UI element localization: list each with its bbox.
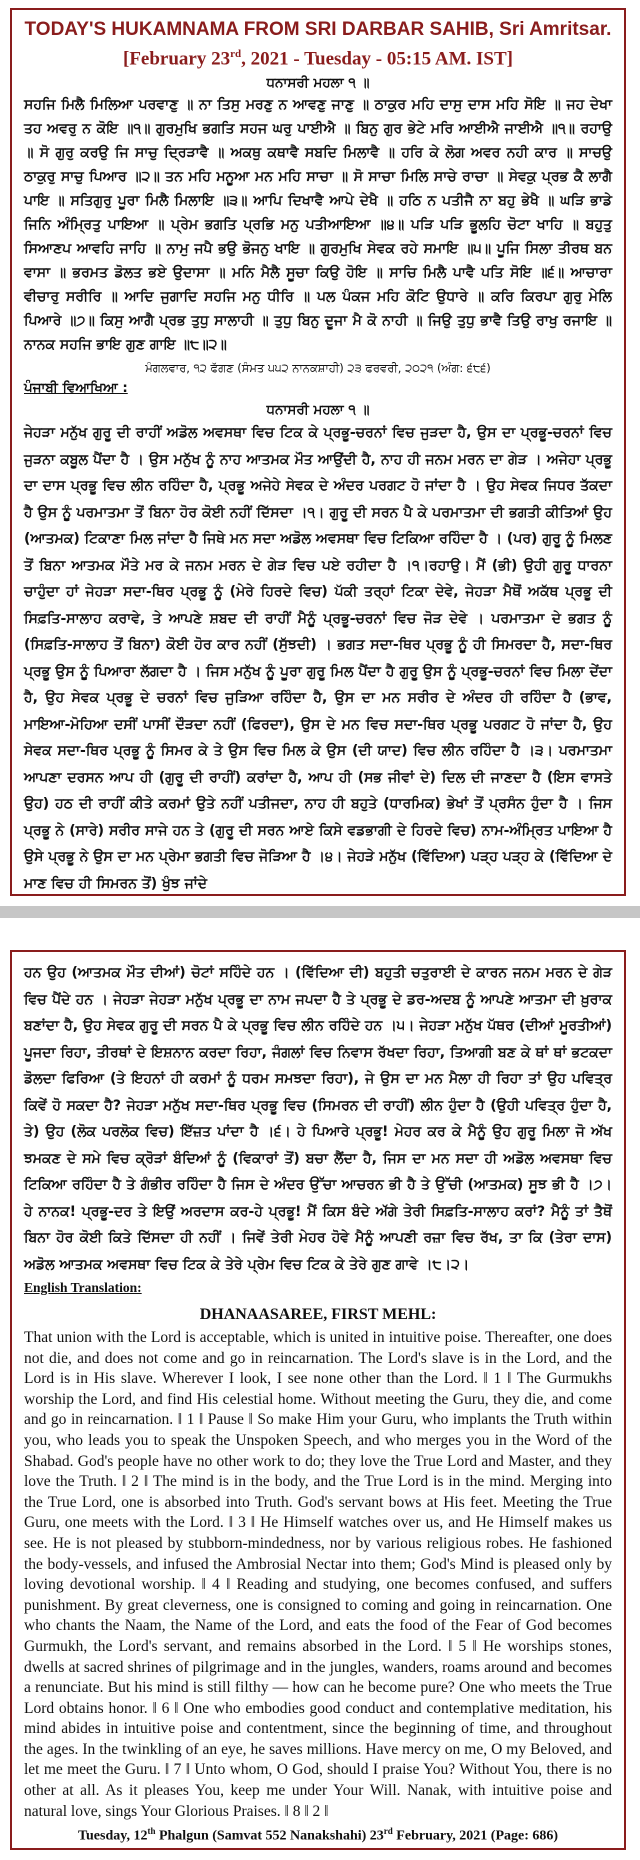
page-title: TODAY'S HUKAMNAMA FROM SRI DARBAR SAHIB, Sri Amritsar. (24, 19, 612, 40)
en-date-prefix: Tuesday, 12 (77, 1828, 148, 1844)
english-translation-text: That union with the Lord is acceptable, which is united in intuitive poise. Thereafter, one does not die, and does not come and go in reincarnation. The Lord's slave is in the Lord, and the Lord is in His slave. Wherever I look, I see none other than the Lord. ‖ 1 ‖ The Gurmukhs worship the Lord, and find His celestial home. Without meeting the Guru, they die, and come and go in reincarnation. ‖ 1 ‖ Pause ‖ So make Him your Guru, who implants the Truth within you, who leads you to speak the Unspoken Speech, and who merges you in the Word of the Shabad. God's people have no other work to do; they love the True Lord and Master, and they love the Truth. ‖ 2 ‖ The mind is in the body, and the True Lord is in the mind. Merging into the True Lord, one is absorbed into Truth. God's servant bows at His feet. Meeting the True Guru, one meets with the Lord. ‖ 3 ‖ He Himself watches over us, and He Himself makes us see. He is not pleased by stubborn-mindedness, nor by various religious robes. He fashioned the body-vessels, and infused the Ambrosial Nectar into them; God's Mind is pleased only by loving devotional worship. ‖ 4 ‖ Reading and studying, one becomes confused, and suffers punishment. By great cleverness, one is consigned to coming and going in reincarnation. One who chants the Naam, the Name of the Lord, and eats the food of the Fear of God becomes Gurmukh, the Lord's servant, and remains absorbed in the Lord. ‖ 5 ‖ He worships stones, dwells at sacred shrines of pilgrimage and in the jungles, wanders, roams around and becomes a renunciate. But his mind is still filthy — how can he become pure? One who meets the True Lord obtains honor. ‖ 6 ‖ One who embodies good conduct and contemplative meditation, his mind abides in intuitive poise and contentment, since the beginning of time, and throughout the ages. In the twinkling of an eye, he saves millions. Have mercy on me, O my Beloved, and let me meet the Guru. ‖ 7 ‖ Unto whom, O God, should I praise You? Without You, there is no other at all. As it pleases You, keep me under Your Will. Nanak, with intuitive poise and natural love, sings Your Glorious Praises. ‖ 8 ‖ 2 ‖ (24, 1329, 612, 1820)
shabad-text: ਸਹਜਿ ਮਿਲੈ ਮਿਲਿਆ ਪਰਵਾਣੁ ॥ ਨਾ ਤਿਸੁ ਮਰਣੁ ਨ ਆਵਣੁ ਜਾਣੁ ॥ ਠਾਕੁਰ ਮਹਿ ਦਾਸੁ ਦਾਸ ਮਹਿ ਸੋਇ ॥ ਜਹ ਦੇਖਾ ਤਹ ਅਵਰੁ ਨ ਕੋਇ ॥੧॥ ਗੁਰਮੁਖਿ ਭਗਤਿ ਸਹਜ ਘਰੁ ਪਾਈਐ ॥ ਬਿਨੁ ਗੁਰ ਭੇਟੇ ਮਰਿ ਆਈਐ ਜਾਈਐ ॥੧॥ ਰਹਾਉ ॥ ਸੋ ਗੁਰੁ ਕਰਉ ਜਿ ਸਾਚੁ ਦ੍ਰਿੜਾਵੈ ॥ ਅਕਥੁ ਕਥਾਵੈ ਸਬਦਿ ਮਿਲਾਵੈ ॥ ਹਰਿ ਕੇ ਲੋਗ ਅਵਰ ਨਹੀ ਕਾਰ ॥ ਸਾਚਉ ਠਾਕੁਰੁ ਸਾਚੁ ਪਿਆਰ ॥੨॥ ਤਨ ਮਹਿ ਮਨੂਆ ਮਨ ਮਹਿ ਸਾਚਾ ॥ ਸੋ ਸਾਚਾ ਮਿਲਿ ਸਾਚੇ ਰਾਚਾ ॥ ਸੇਵਕੁ ਪ੍ਰਭ ਕੈ ਲਾਗੈ ਪਾਇ ॥ ਸਤਿਗੁਰੁ ਪੂਰਾ ਮਿਲੈ ਮਿਲਾਇ ॥੩॥ ਆਪਿ ਦਿਖਾਵੈ ਆਪੇ ਦੇਖੈ ॥ ਹਠਿ ਨ ਪਤੀਜੈ ਨਾ ਬਹੁ ਭੇਖੈ ॥ ਘੜਿ ਭਾਡੇ ਜਿਨਿ ਅੰਮ੍ਰਿਤੁ ਪਾਇਆ ॥ ਪ੍ਰੇਮ ਭਗਤਿ ਪ੍ਰਭਿ ਮਨੁ ਪਤੀਆਇਆ ॥੪॥ ਪੜਿ ਪੜਿ ਭੂਲਹਿ ਚੋਟਾ ਖਾਹਿ ॥ ਬਹੁਤੁ ਸਿਆਣਪ ਆਵਹਿ ਜਾਹਿ ॥ ਨਾਮੁ ਜਪੈ ਭਉ ਭੋਜਨੁ ਖਾਇ ॥ ਗੁਰਮੁਖਿ ਸੇਵਕ ਰਹੇ ਸਮਾਇ ॥੫॥ ਪੂਜਿ ਸਿਲਾ ਤੀਰਥ ਬਨ ਵਾਸਾ ॥ ਭਰਮਤ ਡੋਲਤ ਭਏ ਉਦਾਸਾ ॥ ਮਨਿ ਮੈਲੈ ਸੂਚਾ ਕਿਉ ਹੋਇ ॥ ਸਾਚਿ ਮਿਲੈ ਪਾਵੈ ਪਤਿ ਸੋਇ ॥੬॥ ਆਚਾਰਾ ਵੀਚਾਰੁ ਸਰੀਰਿ ॥ ਆਦਿ ਜੁਗਾਦਿ ਸਹਜਿ ਮਨੁ ਧੀਰਿ ॥ ਪਲ ਪੰਕਜ ਮਹਿ ਕੋਟਿ ਉਧਾਰੇ ॥ ਕਰਿ ਕਿਰਪਾ ਗੁਰੁ ਮੇਲਿ ਪਿਆਰੇ ॥੭॥ ਕਿਸੁ ਆਗੈ ਪ੍ਰਭ ਤੁਧੁ ਸਾਲਾਹੀ ॥ ਤੁਧੁ ਬਿਨੁ ਦੂਜਾ ਮੈ ਕੋ ਨਾਹੀ ॥ ਜਿਉ ਤੁਧੁ ਭਾਵੈ ਤਿਉ ਰਾਖੁ ਰਜਾਇ ॥ ਨਾਨਕ ਸਹਜਿ ਭਾਇ ਗੁਣ ਗਾਇ ॥੮॥੨॥ (24, 97, 612, 354)
english-translation-label: English Translation: (24, 1280, 142, 1295)
panel-separator (0, 906, 640, 918)
vyakhya-text-part2: ਹਨ ਉਹ (ਆਤਮਕ ਮੌਤ ਦੀਆਂ) ਚੋਟਾਂ ਸਹਿੰਦੇ ਹਨ । (ਵਿੱਦਿਆ ਦੀ) ਬਹੁਤੀ ਚਤੁਰਾਈ ਦੇ ਕਾਰਨ ਜਨਮ ਮਰਨ ਦੇ ਗੇੜ ਵਿਚ ਪੈਂਦੇ ਹਨ । ਜੇਹੜਾ ਜੇਹੜਾ ਮਨੁੱਖ ਪ੍ਰਭੂ ਦਾ ਨਾਮ ਜਪਦਾ ਹੈ ਤੇ ਪ੍ਰਭੂ ਦੇ ਡਰ-ਅਦਬ ਨੂੰ ਆਪਣੇ ਆਤਮਾ ਦੀ ਖ਼ੁਰਾਕ ਬਣਾਂਦਾ ਹੈ, ਉਹ ਸੇਵਕ ਗੁਰੂ ਦੀ ਸਰਨ ਪੈ ਕੇ ਪ੍ਰਭੂ ਵਿਚ ਲੀਨ ਰਹਿੰਦੇ ਹਨ ।੫। ਜੇਹੜਾ ਮਨੁੱਖ ਪੱਥਰ (ਦੀਆਂ ਮੂਰਤੀਆਂ) ਪੂਜਦਾ ਰਿਹਾ, ਤੀਰਥਾਂ ਦੇ ਇਸ਼ਨਾਨ ਕਰਦਾ ਰਿਹਾ, ਜੰਗਲਾਂ ਵਿਚ ਨਿਵਾਸ ਰੱਖਦਾ ਰਿਹਾ, ਤਿਆਗੀ ਬਣ ਕੇ ਥਾਂ ਥਾਂ ਭਟਕਦਾ ਡੋਲਦਾ ਫਿਰਿਆ (ਤੇ ਇਹਨਾਂ ਹੀ ਕਰਮਾਂ ਨੂੰ ਧਰਮ ਸਮਝਦਾ ਰਿਹਾ), ਜੇ ਉਸ ਦਾ ਮਨ ਮੈਲਾ ਹੀ ਰਿਹਾ ਤਾਂ ਉਹ ਪਵਿਤ੍ਰ ਕਿਵੇਂ ਹੋ ਸਕਦਾ ਹੈ? ਜੇਹੜਾ ਮਨੁੱਖ ਸਦਾ-ਥਿਰ ਪ੍ਰਭੂ ਵਿਚ (ਸਿਮਰਨ ਦੀ ਰਾਹੀਂ) ਲੀਨ ਹੁੰਦਾ ਹੈ (ਉਹੀ ਪਵਿਤ੍ਰ ਹੁੰਦਾ ਹੈ, ਤੇ) ਉਹ (ਲੋਕ ਪਰਲੋਕ ਵਿਚ) ਇੱਜ਼ਤ ਪਾਂਦਾ ਹੈ ।੬। ਹੇ ਪਿਆਰੇ ਪ੍ਰਭੂ! ਮੇਹਰ ਕਰ ਕੇ ਮੈਨੂੰ ਉਹ ਗੁਰੂ ਮਿਲਾ ਜੋ ਅੱਖ ਝਮਕਣ ਦੇ ਸਮੇ ਵਿਚ ਕ੍ਰੋੜਾਂ ਬੰਦਿਆਂ ਨੂੰ (ਵਿਕਾਰਾਂ ਤੋਂ) ਬਚਾ ਲੈਂਦਾ ਹੈ, ਜਿਸ ਦਾ ਮਨ ਸਦਾ ਹੀ ਅਡੋਲ ਅਵਸਥਾ ਵਿਚ ਟਿਕਿਆ ਰਹਿੰਦਾ ਹੈ ਤੇ ਗੰਭੀਰ ਰਹਿੰਦਾ ਹੈ ਜਿਸ ਦੇ ਅੰਦਰ ਉੱਚਾ ਆਚਰਨ ਭੀ ਹੈ ਤੇ ਉੱਚੀ (ਆਤਮਕ) ਸੂਝ ਭੀ ਹੈ ।੭। ਹੇ ਨਾਨਕ! ਪ੍ਰਭੂ-ਦਰ ਤੇ ਇਉਂ ਅਰਦਾਸ ਕਰ-ਹੇ ਪ੍ਰਭੂ! ਮੈਂ ਕਿਸ ਬੰਦੇ ਅੱਗੇ ਤੇਰੀ ਸਿਫ਼ਤਿ-ਸਾਲਾਹ ਕਰਾਂ? ਮੈਨੂੰ ਤਾਂ ਤੈਥੋਂ ਬਿਨਾ ਹੋਰ ਕੋਈ ਕਿਤੇ ਦਿੱਸਦਾ ਹੀ ਨਹੀਂ । ਜਿਵੇਂ ਤੇਰੀ ਮੇਹਰ ਹੋਵੇ ਮੈਨੂੰ ਆਪਣੀ ਰਜ਼ਾ ਵਿਚ ਰੱਖ, ਤਾ ਕਿ (ਤੇਰਾ ਦਾਸ) ਅਡੋਲ ਆਤਮਕ ਅਵਸਥਾ ਵਿਚ ਟਿਕ ਕੇ ਤੇਰੇ ਪ੍ਰੇਮ ਵਿਚ ਟਿਕ ਕੇ ਤੇਰੇ ਗੁਣ ਗਾਵੇ ।੮।੨। (24, 965, 612, 1273)
vyakhya-text-part1: ਜੇਹੜਾ ਮਨੁੱਖ ਗੁਰੂ ਦੀ ਰਾਹੀਂ ਅਡੋਲ ਅਵਸਥਾ ਵਿਚ ਟਿਕ ਕੇ ਪ੍ਰਭੂ-ਚਰਨਾਂ ਵਿਚ ਜੁੜਦਾ ਹੈ, ਉਸ ਦਾ ਪ੍ਰਭੂ-ਚਰਨਾਂ ਵਿਚ ਜੁੜਨਾ ਕਬੂਲ ਪੈਂਦਾ ਹੈ । ਉਸ ਮਨੁੱਖ ਨੂੰ ਨਾਹ ਆਤਮਕ ਮੌਤ ਆਉਂਦੀ ਹੈ, ਨਾਹ ਹੀ ਜਨਮ ਮਰਨ ਦਾ ਗੇੜ । ਅਜੇਹਾ ਪ੍ਰਭੂ ਦਾ ਦਾਸ ਪ੍ਰਭੂ ਵਿਚ ਲੀਨ ਰਹਿੰਦਾ ਹੈ, ਪ੍ਰਭੂ ਅਜੇਹੇ ਸੇਵਕ ਦੇ ਅੰਦਰ ਪਰਗਟ ਹੋ ਜਾਂਦਾ ਹੈ । ਉਹ ਸੇਵਕ ਜਿਧਰ ਤੱਕਦਾ ਹੈ ਉਸ ਨੂੰ ਪਰਮਾਤਮਾ ਤੋਂ ਬਿਨਾ ਹੋਰ ਕੋਈ ਨਹੀਂ ਦਿੱਸਦਾ ।੧। ਗੁਰੂ ਦੀ ਸਰਨ ਪੈ ਕੇ ਪਰਮਾਤਮਾ ਦੀ ਭਗਤੀ ਕੀਤਿਆਂ ਉਹ (ਆਤਮਕ) ਟਿਕਾਣਾ ਮਿਲ ਜਾਂਦਾ ਹੈ ਜਿਥੇ ਮਨ ਸਦਾ ਅਡੋਲ ਅਵਸਥਾ ਵਿਚ ਟਿਕਿਆ ਰਹਿੰਦਾ ਹੈ । (ਪਰ) ਗੁਰੂ ਨੂੰ ਮਿਲਣ ਤੋਂ ਬਿਨਾ ਆਤਮਕ ਮੌਤੇ ਮਰ ਕੇ ਜਨਮ ਮਰਨ ਦੇ ਗੇੜ ਵਿਚ ਪਏ ਰਹੀਦਾ ਹੈ ।੧।ਰਹਾਉ। ਮੈਂ (ਭੀ) ਉਹੀ ਗੁਰੂ ਧਾਰਨਾ ਚਾਹੁੰਦਾ ਹਾਂ ਜੇਹੜਾ ਸਦਾ-ਥਿਰ ਪ੍ਰਭੂ ਨੂੰ (ਮੇਰੇ ਹਿਰਦੇ ਵਿਚ) ਪੱਕੀ ਤਰ੍ਹਾਂ ਟਿਕਾ ਦੇਵੇ, ਜੇਹੜਾ ਮੈਥੋਂ ਅਕੱਥ ਪ੍ਰਭੂ ਦੀ ਸਿਫ਼ਤਿ-ਸਾਲਾਹ ਕਰਾਵੇ, ਤੇ ਆਪਣੇ ਸ਼ਬਦ ਦੀ ਰਾਹੀਂ ਮੈਨੂੰ ਪ੍ਰਭੂ-ਚਰਨਾਂ ਵਿਚ ਜੋੜ ਦੇਵੇ । ਪਰਮਾਤਮਾ ਦੇ ਭਗਤ ਨੂੰ (ਸਿਫ਼ਤਿ-ਸਾਲਾਹ ਤੋਂ ਬਿਨਾ) ਕੋਈ ਹੋਰ ਕਾਰ ਨਹੀਂ (ਸੁੱਝਦੀ) । ਭਗਤ ਸਦਾ-ਥਿਰ ਪ੍ਰਭੂ ਨੂੰ ਹੀ ਸਿਮਰਦਾ ਹੈ, ਸਦਾ-ਥਿਰ ਪ੍ਰਭੂ ਉਸ ਨੂੰ ਪਿਆਰਾ ਲੱਗਦਾ ਹੈ । ਜਿਸ ਮਨੁੱਖ ਨੂੰ ਪੂਰਾ ਗੁਰੂ ਮਿਲ ਪੈਂਦਾ ਹੈ ਗੁਰੂ ਉਸ ਨੂੰ ਪ੍ਰਭੂ-ਚਰਨਾਂ ਵਿਚ ਮਿਲਾ ਦੇਂਦਾ ਹੈ, ਉਹ ਸੇਵਕ ਪ੍ਰਭੂ ਦੇ ਚਰਨਾਂ ਵਿਚ ਜੁੜਿਆ ਰਹਿੰਦਾ ਹੈ, ਉਸ ਦਾ ਮਨ ਸਰੀਰ ਦੇ ਅੰਦਰ ਹੀ ਰਹਿੰਦਾ ਹੈ (ਭਾਵ, ਮਾਇਆ-ਮੋਹਿਆ ਦਸੀਂ ਪਾਸੀਂ ਦੌੜਦਾ ਨਹੀਂ (ਫਿਰਦਾ), ਉਸ ਦੇ ਮਨ ਵਿਚ ਸਦਾ-ਥਿਰ ਪ੍ਰਭੂ ਪਰਗਟ ਹੋ ਜਾਂਦਾ ਹੈ, ਉਹ ਸੇਵਕ ਸਦਾ-ਥਿਰ ਪ੍ਰਭੂ ਨੂੰ ਸਿਮਰ ਕੇ ਤੇ ਉਸ ਵਿਚ ਮਿਲ ਕੇ ਉਸ (ਦੀ ਯਾਦ) ਵਿਚ ਲੀਨ ਰਹਿੰਦਾ ਹੈ ।੩। ਪਰਮਾਤਮਾ ਆਪਣਾ ਦਰਸਨ ਆਪ ਹੀ (ਗੁਰੂ ਦੀ ਰਾਹੀਂ) ਕਰਾਂਦਾ ਹੈ, ਆਪ ਹੀ (ਸਭ ਜੀਵਾਂ ਦੇ) ਦਿਲ ਦੀ ਜਾਣਦਾ ਹੈ (ਇਸ ਵਾਸਤੇ ਉਹ) ਹਠ ਦੀ ਰਾਹੀਂ ਕੀਤੇ ਕਰਮਾਂ ਉਤੇ ਨਹੀਂ ਪਤੀਜਦਾ, ਨਾਹ ਹੀ ਬਹੁਤੇ (ਧਾਰਮਿਕ) ਭੇਖਾਂ ਤੋਂ ਪ੍ਰਸੰਨ ਹੁੰਦਾ ਹੈ । ਜਿਸ ਪ੍ਰਭੂ ਨੇ (ਸਾਰੇ) ਸਰੀਰ ਸਾਜੇ ਹਨ ਤੇ (ਗੁਰੂ ਦੀ ਸਰਨ ਆਏ ਕਿਸੇ ਵਡਭਾਗੀ ਦੇ ਹਿਰਦੇ ਵਿਚ) ਨਾਮ-ਅੰਮ੍ਰਿਤ ਪਾਇਆ ਹੈ ਉਸੇ ਪ੍ਰਭੂ ਨੇ ਉਸ ਦਾ ਮਨ ਪ੍ਰੇਮਾ ਭਗਤੀ ਵਿਚ ਜੋੜਿਆ ਹੈ ।੪। ਜੇਹੜੇ ਮਨੁੱਖ (ਵਿੱਦਿਆ) ਪੜ੍ਹ ਪੜ੍ਹ ਕੇ (ਵਿੱਦਿਆ ਦੇ ਮਾਣ ਵਿਚ ਹੀ ਸਿਮਰਨ ਤੋਂ) ਖੁੰਝ ਜਾਂਦੇ (24, 425, 612, 892)
shabad-raag-heading: ਧਨਾਸਰੀ ਮਹਲਾ ੧ ॥ (266, 75, 370, 92)
hukamnama-panel-bottom (10, 950, 626, 1850)
english-title: DHANAASAREE, FIRST MEHL: (199, 1306, 437, 1323)
hukamnama-panel-top (10, 8, 626, 896)
en-date-ordinal-1: th (147, 1826, 156, 1837)
date-rest: , 2021 - Tuesday - 05:15 AM. IST] (241, 48, 513, 70)
english-dateline (24, 1826, 612, 1845)
punjabi-dateline: ਮੰਗਲਵਾਰ, ੧੨ ਫੱਗਣ (ਸੰਮਤ ੫੫੨ ਨਾਨਕਸ਼ਾਹੀ) ੨੩ ਫਰਵਰੀ, ੨੦੨੧ (ਅੰਗ: ੬੮੬) (145, 361, 491, 376)
date-line (24, 42, 612, 71)
punjabi-vyakhya-label: ਪੰਜਾਬੀ ਵਿਆਖਿਆ : (24, 380, 128, 397)
en-date-ordinal-2: rd (383, 1826, 393, 1837)
en-date-suffix: February, 2021 (Page: 686) (392, 1828, 559, 1844)
date-suffix-ordinal: rd (230, 48, 242, 60)
en-date-middle: Phalgun (Samvat 552 Nanakshahi) 23 (155, 1828, 384, 1844)
vyakhya-raag-heading: ਧਨਾਸਰੀ ਮਹਲਾ ੧ ॥ (266, 402, 370, 419)
date-prefix: [February 23 (123, 48, 231, 70)
